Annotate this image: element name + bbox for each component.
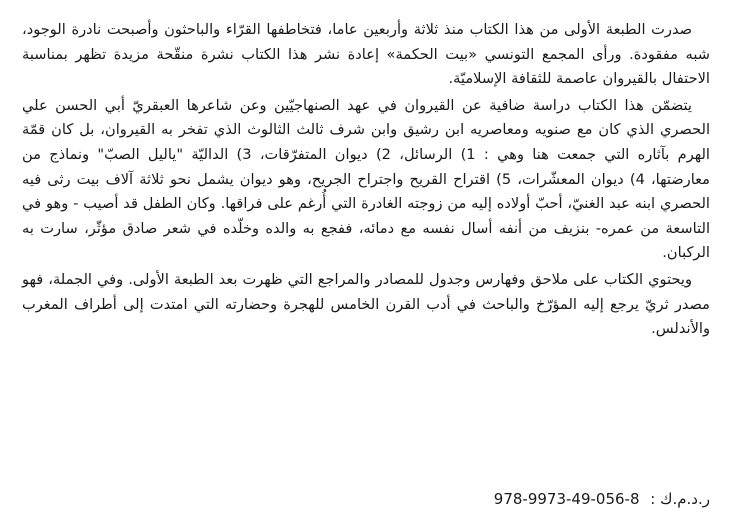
isbn-number: 978-9973-49-056-8 (493, 490, 640, 508)
description-text-block (22, 18, 710, 342)
paragraph-appendices: ويحتوي الكتاب على ملاحق وفهارس وجدول للمصادر والمراجع التي ظهرت بعد الطبعة الأولى. وفي الجملة، فهو مصدر ثريّ يرجع إليه المؤرّخ والباحث في أدب القرن الخامس للهجرة وحضارته التي امتدت إلى أطراف المغرب والأندلس. (22, 270, 710, 338)
isbn-label: ر.د.م.ك : (650, 490, 710, 508)
paragraph-first-edition: صدرت الطبعة الأولى من هذا الكتاب منذ ثلاثة وأربعين عاما، فتخاطفها القرّاء والباحثون وأصبحت نادرة الوجود، شبه مفقودة. ورأى المجمع التونسي «بيت الحكمة» إعادة نشر هذا الكتاب نشرة منقّحة مزيدة تظهر بمناسبة الاحتفال بالقيروان عاصمة للثقافة الإسلاميّة. (22, 21, 710, 88)
paragraph-book-contents: يتضمّن هذا الكتاب دراسة ضافية عن القيروان في عهد الصنهاجيّين وعن شاعرها العبقريّ أبي الحسن علي الحصري الذي كان مع صنويه ومعاصريه ابن رشيق وابن شرف ثالث الثالوث الذي تفخر به القيروان، بل كان قمّة الهرم بآثاره التي جمعت هنا وهي : 1) الرسائل، 2) ديوان المتفرّقات، 3) الداليّة "ياليل الصبّ" ونماذج من معارضتها، 4) ديوان المعشّرات، 5) اقتراح القريح واجتراح الجريح، وهو ديوان يشمل نحو ثلاثة آلاف بيت رثى فيه الحصري ابنه عبد الغنيّ، أحبّ أولاده إليه من زوجته الغادرة التي أُرغم على فراقها. وكان الطفل قد أصيب - وهو في التاسعة من عمره- بنزيف من أنفه أسال نفسه مع دمائه، ففجع به والده وخلّده في شعر صادق مؤثّر، سارت به الركبان. (22, 96, 710, 262)
isbn-line (22, 487, 710, 511)
